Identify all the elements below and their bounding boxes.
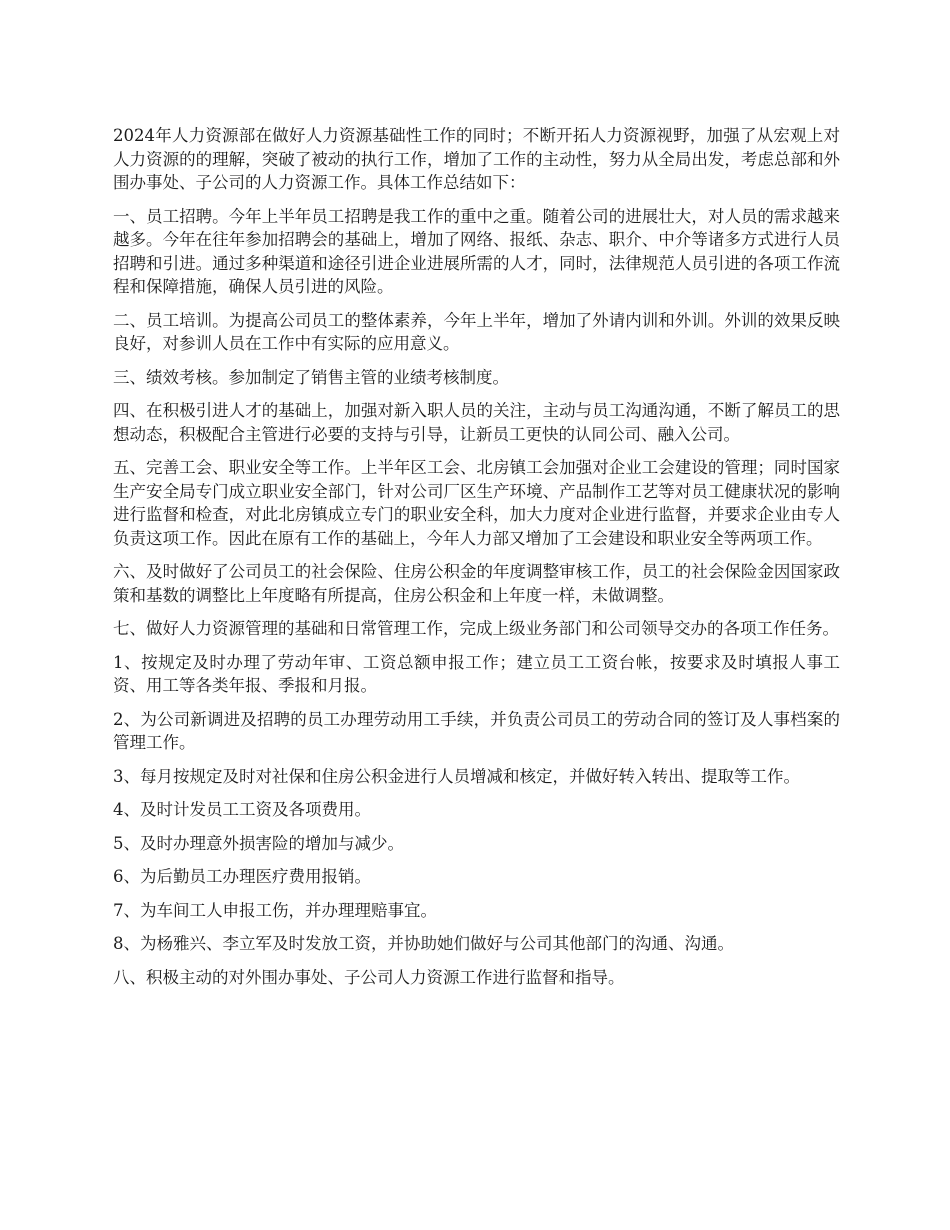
list-item: 4、及时计发员工工资及各项费用。 bbox=[113, 800, 371, 819]
section-new-employees: 四、在积极引进人才的基础上，加强对新入职人员的关注，主动与员工沟通沟通，不断了解员工的思想动态，积极配合主管进行必要的支持与引导，让新员工更快的认同公司、融入公司。 bbox=[113, 401, 840, 444]
section-recruitment: 一、员工招聘。今年上半年员工招聘是我工作的重中之重。随着公司的进展壮大，对人员的需求越来越多。今年在往年参加招聘会的基础上，增加了网络、报纸、杂志、职介、中介等诸多方式进行人员招聘和引进。通过多种渠道和途径引进企业进展所需的人才，同时，法律规范人员引进的各项工作流程和保障措施，确保人员引进的风险。 bbox=[113, 206, 840, 296]
section-performance: 三、绩效考核。参加制定了销售主管的业绩考核制度。 bbox=[113, 367, 509, 387]
list-item: 8、为杨雅兴、李立军及时发放工资，并协助她们做好与公司其他部门的沟通、沟通。 bbox=[113, 934, 734, 953]
document-page bbox=[113, 124, 840, 999]
list-item: 6、为后勤员工办理医疗费用报销。 bbox=[113, 867, 371, 886]
section-union-safety: 五、完善工会、职业安全等工作。上半年区工会、北房镇工会加强对企业工会建设的管理；同时国家生产安全局专门成立职业安全部门，针对公司厂区生产环境、产品制作工艺等对员工健康状况的影响进行监督和检查，对此北房镇成立专门的职业安全科，加大力度对企业进行监督，并要求企业由专人负责这项工作。因此在原有工作的基础上，今年人力部又增加了工会建设和职业安全等两项工作。 bbox=[113, 458, 840, 548]
section-social-insurance: 六、及时做好了公司员工的社会保险、住房公积金的年度调整审核工作，员工的社会保险金因国家政策和基数的调整比上年度略有所提高，住房公积金和上年度一样，未做调整。 bbox=[113, 562, 840, 605]
list-item: 5、及时办理意外损害险的增加与减少。 bbox=[113, 833, 404, 853]
intro-paragraph: 2024年人力资源部在做好人力资源基础性工作的同时；不断开拓人力资源视野，加强了从宏观上对人力资源的的理解，突破了被动的执行工作，增加了工作的主动性，努力从全局出发，考虑总部和外围办事处、子公司的人力资源工作。具体工作总结如下： bbox=[113, 126, 840, 192]
list-item: 1、按规定及时办理了劳动年审、工资总额申报工作；建立员工工资台帐，按要求及时填报人事工资、用工等各类年报、季报和月报。 bbox=[113, 652, 840, 695]
list-item: 3、每月按规定及时对社保和住房公积金进行人员增减和核定，并做好转入转出、提取等工作。 bbox=[113, 766, 800, 786]
section-training: 二、员工培训。为提高公司员工的整体素养，今年上半年，增加了外请内训和外训。外训的效果反映良好，对参训人员在工作中有实际的应用意义。 bbox=[113, 310, 840, 353]
list-item: 2、为公司新调进及招聘的员工办理劳动用工手续，并负责公司员工的劳动合同的签订及人事档案的管理工作。 bbox=[113, 709, 840, 752]
list-item: 7、为车间工人申报工伤，并办理理赔事宜。 bbox=[113, 900, 437, 920]
section-supervision: 八、积极主动的对外围办事处、子公司人力资源工作进行监督和指导。 bbox=[113, 967, 625, 987]
section-daily-management: 七、做好人力资源管理的基础和日常管理工作，完成上级业务部门和公司领导交办的各项工作任务。 bbox=[113, 619, 839, 638]
